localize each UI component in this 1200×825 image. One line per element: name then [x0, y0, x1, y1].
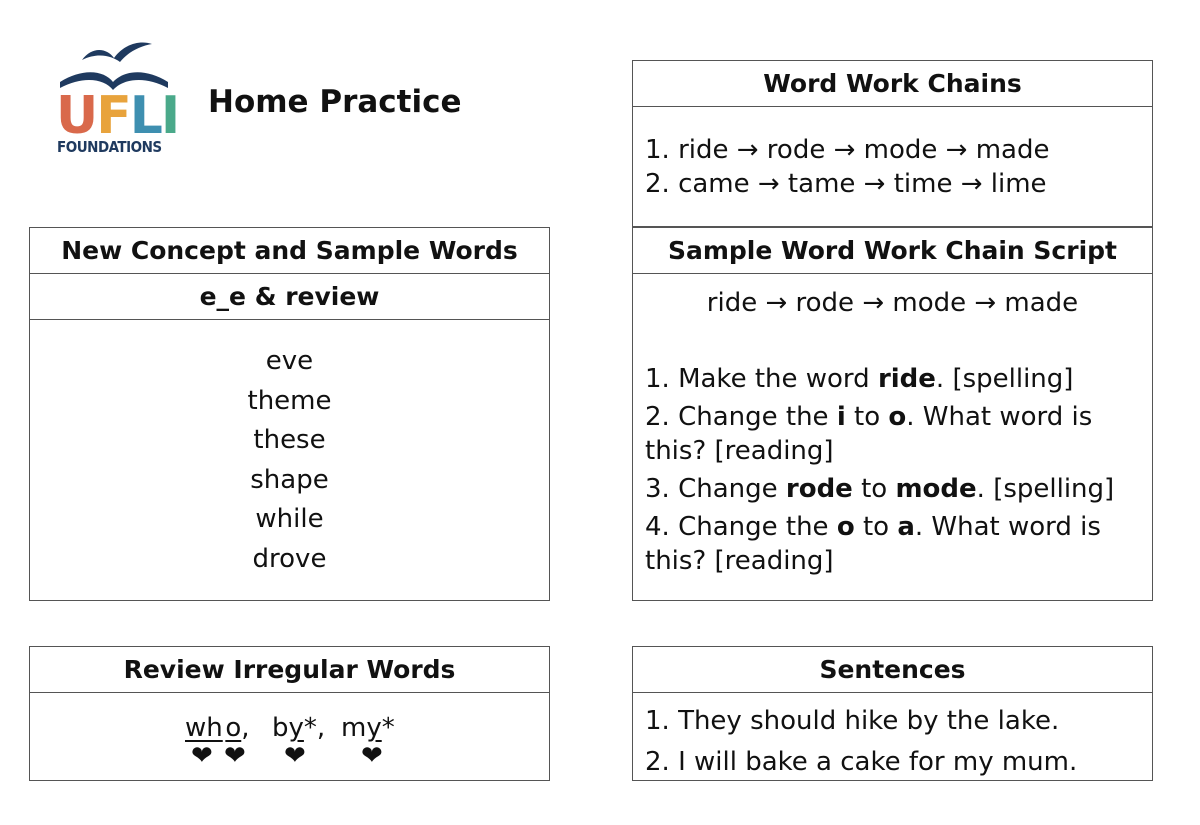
sample-word: theme [247, 385, 332, 416]
sentence-item: 1. They should hike by the lake. [645, 706, 1060, 736]
ufli-foundations-logo [52, 38, 179, 160]
heart-icon: ❤ [361, 741, 383, 771]
logo-subtitle: FOUNDATIONS [57, 138, 162, 156]
irregular-word-who: wh o, [185, 713, 250, 743]
script-step: 3. Change rode to mode. [spelling] [645, 474, 1115, 504]
script-chain: ride → rode → mode → made [706, 288, 1079, 318]
new-concept-header: New Concept and Sample Words [30, 228, 549, 274]
chain-script-box [632, 227, 1153, 601]
script-step: 2. Change the i to o. What word is this? [reading] [645, 402, 1093, 466]
logo-letter-l: L [129, 86, 161, 146]
new-concept-box [29, 227, 550, 601]
page-title: Home Practice [208, 84, 462, 120]
sentences-box [632, 646, 1153, 781]
logo-letter-i: I [160, 86, 179, 146]
heart-icon: ❤ [224, 741, 246, 771]
irregular-words-header: Review Irregular Words [30, 647, 549, 693]
word-work-chains-list [633, 107, 1152, 202]
word-work-chains-box [632, 60, 1153, 227]
sample-word: shape [250, 464, 329, 495]
heart-icon: ❤ [284, 741, 306, 771]
chain-script-header: Sample Word Work Chain Script [633, 228, 1152, 274]
word-work-chains-header: Word Work Chains [633, 61, 1152, 107]
logo-letters [56, 86, 178, 146]
sample-word: while [255, 504, 324, 534]
logo-letter-f: F [96, 86, 130, 146]
sample-word: eve [265, 346, 314, 376]
new-concept-subheader: e_e & review [30, 274, 549, 320]
irregular-word-my: my* [341, 713, 395, 743]
chain-item: 1. ride → rode → mode → made [645, 135, 1050, 165]
irregular-words-list [30, 693, 549, 781]
sentence-item: 2. I will bake a cake for my mum. [645, 747, 1078, 777]
heart-icon: ❤ [191, 741, 213, 771]
irregular-words-box [29, 646, 550, 781]
sample-words-list [30, 320, 549, 579]
chain-item: 2. came → tame → time → lime [645, 169, 1047, 200]
chain-script-body [633, 274, 1152, 578]
script-step: 1. Make the word ride. [spelling] [645, 364, 1074, 394]
logo-letter-u: U [56, 86, 97, 146]
script-step: 4. Change the o to a. What word is this? [reading] [645, 512, 1101, 576]
irregular-word-by: by*, [272, 713, 326, 743]
sentences-list [633, 693, 1152, 783]
sentences-header: Sentences [633, 647, 1152, 693]
sample-word: these [253, 425, 326, 455]
sample-word: drove [252, 543, 327, 574]
